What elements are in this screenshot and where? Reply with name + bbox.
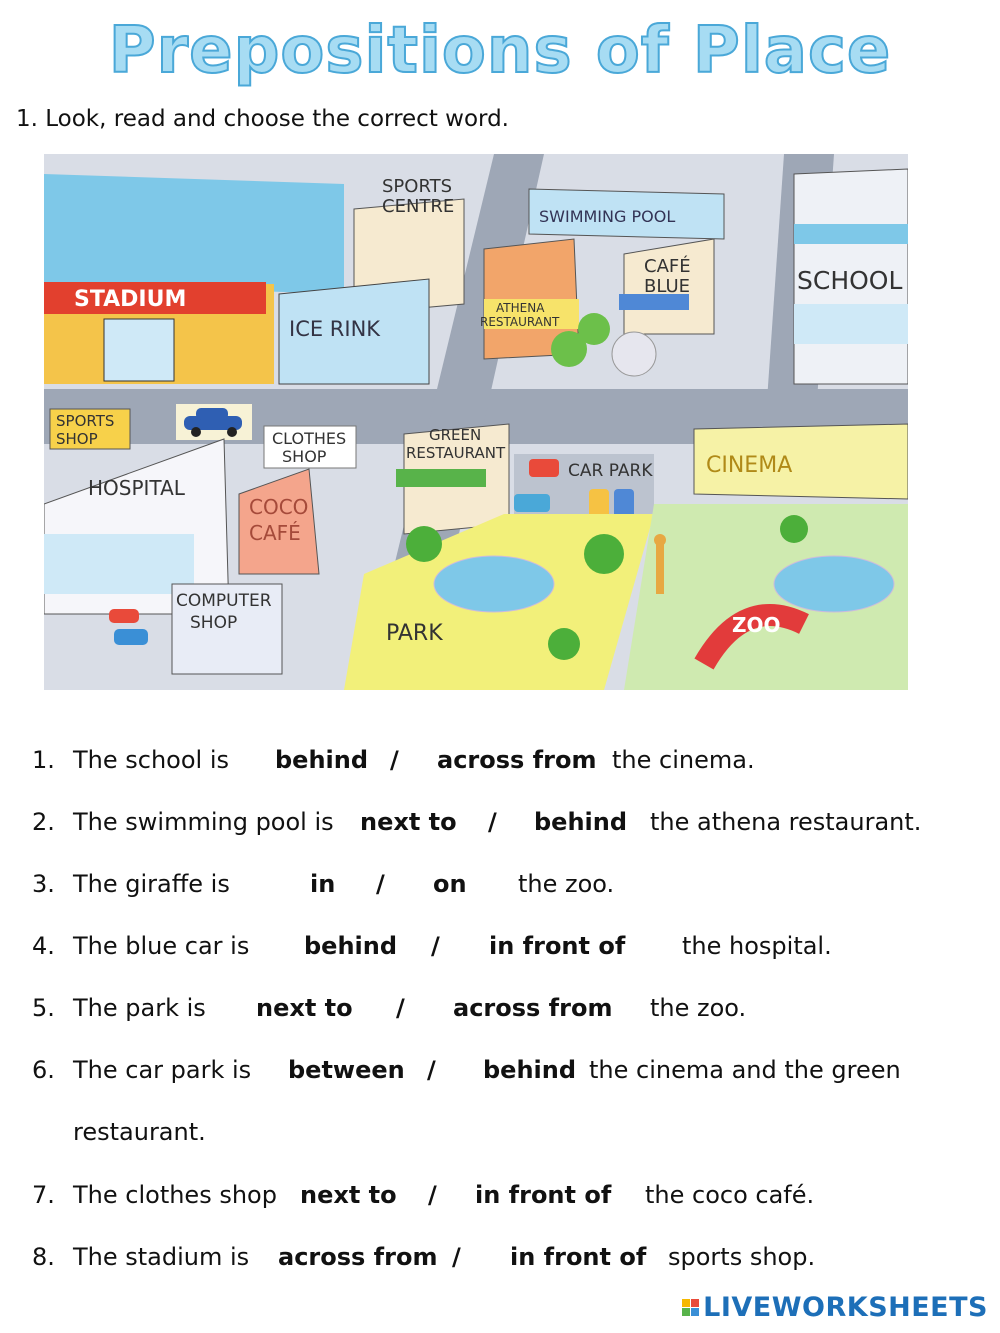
cinema-building: [694, 424, 908, 499]
map-label-coco-2: CAFÉ: [249, 521, 301, 545]
map-label-stadium: STADIUM: [74, 287, 187, 312]
map-label-athena-2: RESTAURANT: [480, 315, 560, 329]
map-label-swimming-pool: SWIMMING POOL: [539, 207, 676, 226]
question-4: [0, 932, 1000, 972]
liveworksheets-logo-icon: [682, 1299, 699, 1316]
question-ending: sports shop.: [668, 1243, 816, 1271]
map-label-sports-shop-2: SHOP: [56, 430, 98, 448]
car: [109, 609, 139, 623]
question-ending: the cinema.: [612, 746, 755, 774]
option-b[interactable]: behind: [483, 1056, 577, 1084]
green-restaurant-building: [396, 424, 509, 534]
option-a[interactable]: behind: [304, 932, 398, 960]
option-a[interactable]: behind: [275, 746, 369, 774]
option-separator: /: [390, 746, 399, 774]
question-6: [0, 1056, 1000, 1096]
tree: [578, 313, 610, 345]
option-separator: /: [428, 1181, 437, 1209]
question-number: 6.: [32, 1056, 55, 1084]
map-label-ice-rink: ICE RINK: [289, 317, 381, 341]
map-label-clothes-1: CLOTHES: [272, 429, 347, 448]
map-label-hospital: HOSPITAL: [88, 476, 185, 500]
question-stem: The swimming pool is: [73, 808, 334, 836]
option-separator: /: [427, 1056, 436, 1084]
question-ending: the zoo.: [650, 994, 747, 1022]
map-label-cafe-1: CAFÉ: [644, 256, 691, 277]
school-building: [794, 169, 908, 384]
map-label-cinema: CINEMA: [706, 453, 793, 478]
car: [114, 629, 148, 645]
swimming-pool-building: [529, 189, 724, 239]
liveworksheets-brand: [682, 1292, 988, 1323]
map-label-park: PARK: [386, 621, 443, 646]
map-label-clothes-2: SHOP: [282, 447, 327, 466]
map-label-computer-2: SHOP: [190, 613, 238, 633]
option-separator: /: [376, 870, 385, 898]
question-number: 4.: [32, 932, 55, 960]
question-8: [0, 1243, 1000, 1283]
map-label-green-2: RESTAURANT: [406, 444, 506, 462]
option-b[interactable]: in front of: [510, 1243, 647, 1271]
question-2: [0, 808, 1000, 848]
map-label-computer-1: COMPUTER: [176, 591, 272, 611]
question-number: 2.: [32, 808, 55, 836]
option-a[interactable]: across from: [278, 1243, 438, 1271]
option-separator: /: [488, 808, 497, 836]
question-number: 5.: [32, 994, 55, 1022]
option-b[interactable]: on: [433, 870, 467, 898]
question-stem: The stadium is: [73, 1243, 250, 1271]
option-b[interactable]: across from: [453, 994, 613, 1022]
blue-car: [176, 404, 252, 440]
map-label-coco-1: COCO: [249, 495, 309, 519]
map-label-sports-centre-2: CENTRE: [382, 196, 455, 217]
map-label-sports-centre-1: SPORTS: [382, 176, 453, 197]
option-separator: /: [431, 932, 440, 960]
question-3: [0, 870, 1000, 910]
question-6-continued: [0, 1118, 1000, 1158]
question-ending: the coco café.: [645, 1181, 815, 1209]
question-ending: the zoo.: [518, 870, 615, 898]
option-separator: /: [452, 1243, 461, 1271]
zoo-area: [624, 504, 908, 690]
option-b[interactable]: in front of: [489, 932, 626, 960]
question-7: [0, 1181, 1000, 1221]
map-label-car-park: CAR PARK: [568, 461, 653, 481]
question-number: 1.: [32, 746, 55, 774]
car-park-area: [514, 454, 654, 524]
map-label-cafe-2: BLUE: [644, 276, 691, 297]
question-number: 3.: [32, 870, 55, 898]
question-stem: The clothes shop: [73, 1181, 277, 1209]
ice-rink-building: [279, 279, 429, 384]
option-a[interactable]: in: [310, 870, 336, 898]
page-title: Prepositions of Place: [108, 14, 892, 88]
question-1: [0, 746, 1000, 786]
question-stem: The park is: [73, 994, 206, 1022]
option-b[interactable]: behind: [534, 808, 628, 836]
brand-name: LIVEWORKSHEETS: [703, 1292, 988, 1323]
option-separator: /: [396, 994, 405, 1022]
town-map-illustration: [44, 154, 908, 690]
question-ending: the athena restaurant.: [650, 808, 922, 836]
question-stem: The giraffe is: [73, 870, 230, 898]
option-b[interactable]: across from: [437, 746, 597, 774]
map-label-sports-shop-1: SPORTS: [56, 412, 115, 430]
map-label-school: SCHOOL: [797, 266, 903, 295]
instruction-text: 1. Look, read and choose the correct word.: [16, 106, 509, 132]
map-label-athena-1: ATHENA: [496, 301, 545, 315]
computer-shop-building: [172, 584, 282, 674]
option-a[interactable]: next to: [300, 1181, 397, 1209]
question-ending: the cinema and the green: [589, 1056, 901, 1084]
map-label-zoo: ZOO: [732, 613, 781, 637]
question-stem: The blue car is: [73, 932, 250, 960]
map-label-green-1: GREEN: [429, 426, 482, 444]
question-number: 8.: [32, 1243, 55, 1271]
clothes-shop-building: [264, 426, 356, 468]
option-a[interactable]: next to: [360, 808, 457, 836]
option-b[interactable]: in front of: [475, 1181, 612, 1209]
question-5: [0, 994, 1000, 1034]
question-stem: The car park is: [73, 1056, 252, 1084]
option-a[interactable]: next to: [256, 994, 353, 1022]
option-a[interactable]: between: [288, 1056, 405, 1084]
question-stem: The school is: [73, 746, 230, 774]
question-ending: the hospital.: [682, 932, 832, 960]
question-number: 7.: [32, 1181, 55, 1209]
sports-shop-building: [50, 409, 130, 449]
question-ending-continued: restaurant.: [73, 1118, 206, 1146]
